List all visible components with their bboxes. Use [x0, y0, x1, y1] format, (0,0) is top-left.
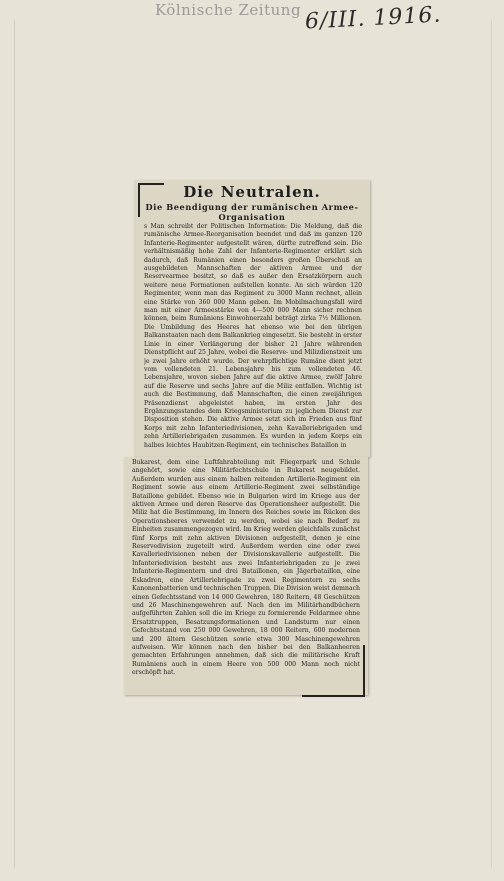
article-body-part2: Bukarest, dem eine Luftfahrabteilung mit Fliegerpark und Schule angehört, sowie eine Militärfechtschule in Bukarest neugebildet. Außerdem wurden aus einem halben reitenden Artillerie-Regiment ein Regiment sowie aus einem Artillerie-Regiment zwei selbständige Bataillone gebildet. Ebenso wie in Bulgarien wird im Kriege aus der aktiven Armee und deren Reserve das Operationsheer aufgestellt. Die Miliz hat die Bestimmung, im Innern des Reiches sowie im Rücken des Operationsheeres verwendet zu werden, wobei sie nach Bedarf zu Einheiten zusammengezogen wird. Im Krieg werden gleichfalls zunächst fünf Korps mit zehn aktiven Divisionen aufgestellt, denen je eine Reservedivision zugeteilt wird. Außerdem werden eine oder zwei Kavalleriedivisionen neben der Divisionskavallerie aufgestellt. Die Infanteriedivision besteht aus zwei Infanteriebrigaden zu je zwei Infanterie-Regimentern und drei Bataillonen, ein Jägerbataillon, eine Eskadron, eine Artilleriebrigade zu zwei Regimentern zu sechs Kanonenbatterien und technischen Truppen. Die Division weist demnach einen Gefechtsstand von 14 000 Gewehren, 180 Reitern, 48 Geschützen und 26 Maschinengewehren auf. Nach den im Militärhandbüchern aufgeführten Zahlen soll die im Kriege zu formierende Feldarmee ohne Ersatztruppen, Besatzungsformationen und Landsturm nur einen Gefechtsstand von 250 000 Gewehren, 18 000 Reitern, 600 modernen und 200 ältern Geschützen sowie etwa 300 Maschinengewehren aufweisen. Wir können nach den bisher bei den Balkanheeren gemachten Erfahrungen annehmen, daß sich die militärische Kraft Rumäniens auch in einem Heere von 500 000 Mann noch nicht erschöpft hat.: [132, 459, 360, 677]
pencil-bracket-mark: [363, 645, 365, 697]
clipping-top: [134, 180, 370, 457]
handwritten-date: 6/III. 1916.: [304, 2, 443, 35]
article-body-part1: s Man schreibt der Politischen Information: Die Meldung, daß die rumänische Armee-Reorganisation beendet und daß im ganzen 120 Infanterie-Regimenter aufgestellt wären, dürfte zutreffend sein. Die verhältnismäßig hohe Zahl der Infanterie-Regimenter erklärt sich dadurch, daß Rumänien einen besonders großen Überschuß an ausgebildeten Mannschaften der aktiven Armee und der Reservearmee besitzt, so daß es außer den Ersatzkörpern auch weitere neue Formationen aufstellen konnte. An sich würden 120 Regimenter, wenn man das Regiment zu 3000 Mann rechnet, allein eine Stärke von 360 000 Mann geben. Im Mobilmachungsfall wird man mit einer Armeestärke von 4—500 000 Mann sicher rechnen können, beim Rumäniens Einwohnerzahl beträgt zirka 7½ Millionen. Die Umbildung des Heeres hat ebenso wie bei den übrigen Balkanstaaten nach dem Balkankrieg eingesetzt. Sie besteht in erster Linie in einer Verlängerung der bisher 21 Jahre währenden Dienstpflicht auf 25 Jahre, wobei die Reserve- und Milizdienstzeit um je zwei Jahre erhöht wurde. Der wehrpflichtige Rumäne dient jetzt vom vollendeten 21. Lebensjahre bis zum vollendeten 46. Lebensjahre, wovon sieben Jahre auf die aktive Armee, zwölf Jahre auf die Reserve und sechs Jahre auf die Miliz entfallen. Wichtig ist auch die Bestimmung, daß Mannschaften, die einen zweijährigen Präsenzdienst abgeleistet haben, im ersten Jahr des Ergänzungsstandes dem Kriegsministerium zu jeglichem Dienst zur Disposition stehen. Die aktive Armee setzt sich im Frieden aus fünf Korps mit zehn Infanteriedivisionen, zehn Kavalleriebrigaden und zehn Artilleriebrigaden zusammen. Es wurden in jedem Korps ein halbes leichtes Haubitzen-Regiment, ein technisches Bataillon in: [144, 223, 362, 449]
newspaper-stamp: Kölnische Zeitung: [155, 1, 302, 19]
pencil-bracket-mark: [138, 183, 164, 185]
article-subheadline: Die Beendigung der rumänischen Armee-Organisation: [145, 202, 359, 222]
article-headline: Die Neutralen.: [183, 183, 321, 201]
clipping-bottom: [124, 457, 368, 695]
pencil-bracket-mark: [138, 183, 140, 217]
pencil-bracket-mark: [302, 695, 364, 697]
